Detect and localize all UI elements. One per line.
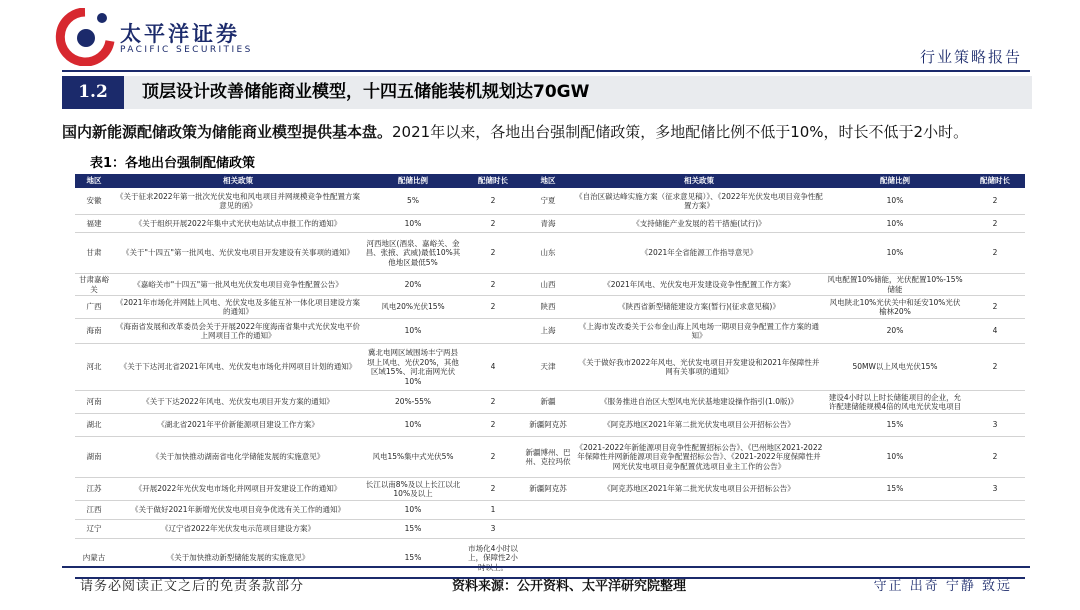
section-title: 顶层设计改善储能商业模型，十四五储能装机规划达70GW: [142, 82, 590, 102]
table-cell: 《2021-2022年新能源项目竞争性配置招标公告》、《巴州地区2021-2022年保障性并网新能源项目竞争配置招标公告》、《2021-2022年度保障性并网光伏发电项目竞争配置优选项目业主工作的公告》: [573, 437, 825, 478]
intro-paragraph: [62, 120, 1072, 145]
table-cell: 《嘉峪关市"十四五"第一批风电光伏发电项目竞争性配置公告》: [113, 274, 363, 296]
table-cell: 《陕西省新型储能建设方案(暂行)(征求意见稿)》: [573, 296, 825, 319]
table-cell: [825, 501, 965, 520]
report-type: 行业策略报告: [919, 48, 1022, 66]
table-cell: 2: [965, 233, 1025, 274]
table-cell: 《关于下达2022年风电、光伏发电项目开发方案的通知》: [113, 391, 363, 414]
table-cell: 2: [463, 233, 523, 274]
company-motto: 守正 出奇 宁静 致远: [873, 579, 1012, 594]
table-row: [75, 478, 1025, 501]
table-cell: 《支持储能产业发展的若干措施(试行)》: [573, 215, 825, 233]
table-cell: 《上海市发改委关于公布金山海上风电场一期项目竞争配置工作方案的通知》: [573, 319, 825, 344]
table-cell: 2: [965, 344, 1025, 391]
table-cell: 新疆: [523, 391, 573, 414]
source-note: 资料来源：公开资料、太平洋研究院整理: [452, 579, 687, 594]
table-cell: 新疆阿克苏: [523, 478, 573, 501]
table-header-row: [75, 174, 1025, 188]
table-cell: 《关于做好2021年新增光伏发电项目竞争优选有关工作的通知》: [113, 501, 363, 520]
table-cell: 3: [965, 478, 1025, 501]
table-cell: 风电15%集中式光伏5%: [363, 437, 463, 478]
col-header: 相关政策: [573, 174, 825, 188]
pacific-securities-logo: [52, 8, 118, 66]
table-cell: 《自治区碳达峰实施方案（征求意见稿）》、《2022年光伏发电项目竞争性配置方案》: [573, 188, 825, 215]
table-cell: 2: [463, 215, 523, 233]
table-row: [75, 274, 1025, 296]
table-cell: 冀北电网区域围场丰宁两县坝上风电、光伏20%，其他区域15%、河北南网光伏10%: [363, 344, 463, 391]
table-cell: 《关于加快推动新型储能发展的实施意见》: [113, 539, 363, 579]
table-cell: 《2021年市场化并网陆上风电、光伏发电及多能互补一体化项目建设方案的通知》: [113, 296, 363, 319]
table-cell: 50MW以上风电光伏15%: [825, 344, 965, 391]
table-cell: 风电20%光伏15%: [363, 296, 463, 319]
table-cell: [523, 520, 573, 539]
table-cell: 天津: [523, 344, 573, 391]
table-cell: 海南: [75, 319, 113, 344]
table-cell: 甘肃: [75, 233, 113, 274]
table-cell: 青海: [523, 215, 573, 233]
table-cell: [965, 391, 1025, 414]
table-cell: 广西: [75, 296, 113, 319]
table-cell: 《关于征求2022年第一批次光伏发电和风电项目并网规模竞争性配置方案意见的函》: [113, 188, 363, 215]
table-cell: 10%: [363, 414, 463, 437]
brand-name-en: PACIFIC SECURITIES: [120, 45, 253, 55]
table-cell: 《阿克苏地区2021年第二批光伏发电项目公开招标公告》: [573, 414, 825, 437]
col-header: 配储比例: [825, 174, 965, 188]
table-cell: [965, 274, 1025, 296]
table-cell: 15%: [825, 414, 965, 437]
table-cell: 湖南: [75, 437, 113, 478]
brand-name-cn: 太平洋证券: [120, 22, 240, 46]
table-cell: 《关于组织开展2022年集中式光伏电站试点申报工作的通知》: [113, 215, 363, 233]
table-cell: 10%: [363, 215, 463, 233]
table-row: [75, 188, 1025, 215]
table-row: [75, 319, 1025, 344]
table-cell: 陕西: [523, 296, 573, 319]
table-cell: 江西: [75, 501, 113, 520]
table-cell: 安徽: [75, 188, 113, 215]
table-cell: [573, 539, 825, 579]
table-row: [75, 437, 1025, 478]
table-cell: 2: [463, 437, 523, 478]
table-cell: 《辽宁省2022年光伏发电示范项目建设方案》: [113, 520, 363, 539]
table-row: [75, 391, 1025, 414]
table-cell: [965, 520, 1025, 539]
table-cell: 河南: [75, 391, 113, 414]
table-cell: 2: [965, 296, 1025, 319]
table-row: [75, 296, 1025, 319]
table-cell: 10%: [825, 233, 965, 274]
table-row: [75, 520, 1025, 539]
table-cell: 河西地区(酒泉、嘉峪关、金昌、张掖、武威)最低10%其他地区最低5%: [363, 233, 463, 274]
table-cell: 福建: [75, 215, 113, 233]
col-header: 相关政策: [113, 174, 363, 188]
table-cell: 新疆阿克苏: [523, 414, 573, 437]
col-header: 地区: [75, 174, 113, 188]
table-cell: 2: [463, 478, 523, 501]
table-cell: 10%: [825, 437, 965, 478]
table-cell: 内蒙古: [75, 539, 113, 579]
table-cell: 20%: [825, 319, 965, 344]
table-cell: 《海南省发展和改革委员会关于开展2022年度海南省集中式光伏发电平价上网项目工作的通知》: [113, 319, 363, 344]
table-cell: 湖北: [75, 414, 113, 437]
table-cell: 20%-55%: [363, 391, 463, 414]
table-cell: 10%: [825, 188, 965, 215]
table-cell: 《关于"十四五"第一批风电、光伏发电项目开发建设有关事项的通知》: [113, 233, 363, 274]
table-cell: 辽宁: [75, 520, 113, 539]
table-cell: 1: [463, 501, 523, 520]
table-caption: 表1：各地出台强制配储政策: [90, 156, 256, 171]
table-cell: 2: [463, 296, 523, 319]
table-cell: [463, 319, 523, 344]
table-cell: 10%: [825, 215, 965, 233]
col-header: 地区: [523, 174, 573, 188]
col-header: 配储时长: [463, 174, 523, 188]
table-cell: 2: [965, 188, 1025, 215]
table-cell: 长江以南8%及以上长江以北10%及以上: [363, 478, 463, 501]
table-cell: [573, 520, 825, 539]
table-cell: 山西: [523, 274, 573, 296]
table-cell: 新疆博州、巴州、克拉玛依: [523, 437, 573, 478]
table-cell: [523, 539, 573, 579]
table-cell: 《开展2022年光伏发电市场化并网项目开发建设工作的通知》: [113, 478, 363, 501]
table-cell: 3: [965, 414, 1025, 437]
intro-lead: 国内新能源配储政策为储能商业模型提供基本盘。: [62, 123, 393, 141]
table-cell: 《关于下达河北省2021年风电、光伏发电市场化并网项目计划的通知》: [113, 344, 363, 391]
table-cell: 15%: [363, 520, 463, 539]
table-row: [75, 414, 1025, 437]
section-heading: [62, 76, 1032, 109]
table-cell: [573, 501, 825, 520]
table-cell: 《关于加快推动湖南省电化学储能发展的实施意见》: [113, 437, 363, 478]
table-cell: 上海: [523, 319, 573, 344]
section-number: 1.2: [62, 76, 124, 109]
table-cell: 《2021年风电、光伏发电开发建设竞争性配置工作方案》: [573, 274, 825, 296]
table-cell: 甘肃嘉峪关: [75, 274, 113, 296]
table-cell: 3: [463, 520, 523, 539]
table-cell: [523, 501, 573, 520]
disclaimer-note: 请务必阅读正文之后的免责条款部分: [80, 579, 305, 594]
table-cell: 2: [965, 437, 1025, 478]
table-cell: 2: [463, 188, 523, 215]
table-row: [75, 539, 1025, 579]
table-cell: 15%: [825, 478, 965, 501]
intro-body: 2021年以来，各地出台强制配储政策，多地配储比例不低于10%，时长不低于2小时。: [392, 123, 969, 141]
table-cell: 10%: [363, 319, 463, 344]
table-cell: 市场化4小时以上，保障性2小: [463, 539, 523, 579]
table-cell: 江苏: [75, 478, 113, 501]
table-cell: 山东: [523, 233, 573, 274]
table-cell: 20%: [363, 274, 463, 296]
table-row: [75, 501, 1025, 520]
table-cell: 4: [463, 344, 523, 391]
table-cell: 《2021年全省能源工作指导意见》: [573, 233, 825, 274]
table-cell: 《阿克苏地区2021年第二批光伏发电项目公开招标公告》: [573, 478, 825, 501]
header-divider: [62, 70, 1030, 72]
table-cell: 风电配置10%储能，光伏配置10%-15%储能: [825, 274, 965, 296]
table-cell: 《关于做好我市2022年风电、光伏发电项目开发建设和2021年保障性并网有关事项的通知》: [573, 344, 825, 391]
table-cell: 《湖北省2021年平价新能源项目建设工作方案》: [113, 414, 363, 437]
table-cell: 风电陕北10%光伏关中和延安10%光伏榆林20%: [825, 296, 965, 319]
table-cell: 河北: [75, 344, 113, 391]
table-cell: 10%: [363, 501, 463, 520]
table-cell: 4: [965, 319, 1025, 344]
table-cell: 《服务推进自治区大型风电光伏基地建设操作指引(1.0版)》: [573, 391, 825, 414]
table-row: [75, 233, 1025, 274]
table-cell: [965, 501, 1025, 520]
table-row: [75, 215, 1025, 233]
table-cell: [825, 520, 965, 539]
table-cell: [965, 539, 1025, 579]
table-cell: 2: [463, 414, 523, 437]
storage-policy-table: [75, 174, 1025, 579]
table-cell: 2: [463, 391, 523, 414]
table-cell: 2: [965, 215, 1025, 233]
table-cell: 2: [463, 274, 523, 296]
table-cell: 宁夏: [523, 188, 573, 215]
col-header: 配储比例: [363, 174, 463, 188]
table-row: [75, 344, 1025, 391]
col-header: 配储时长: [965, 174, 1025, 188]
table-cell: 5%: [363, 188, 463, 215]
footer-divider: [62, 566, 1030, 568]
table-cell: 15%: [363, 539, 463, 579]
table-cell: 建设4小时以上时长储能项目的企业，允许配建储能规模4倍的风电光伏发电项目: [825, 391, 965, 414]
table-cell: [825, 539, 965, 579]
